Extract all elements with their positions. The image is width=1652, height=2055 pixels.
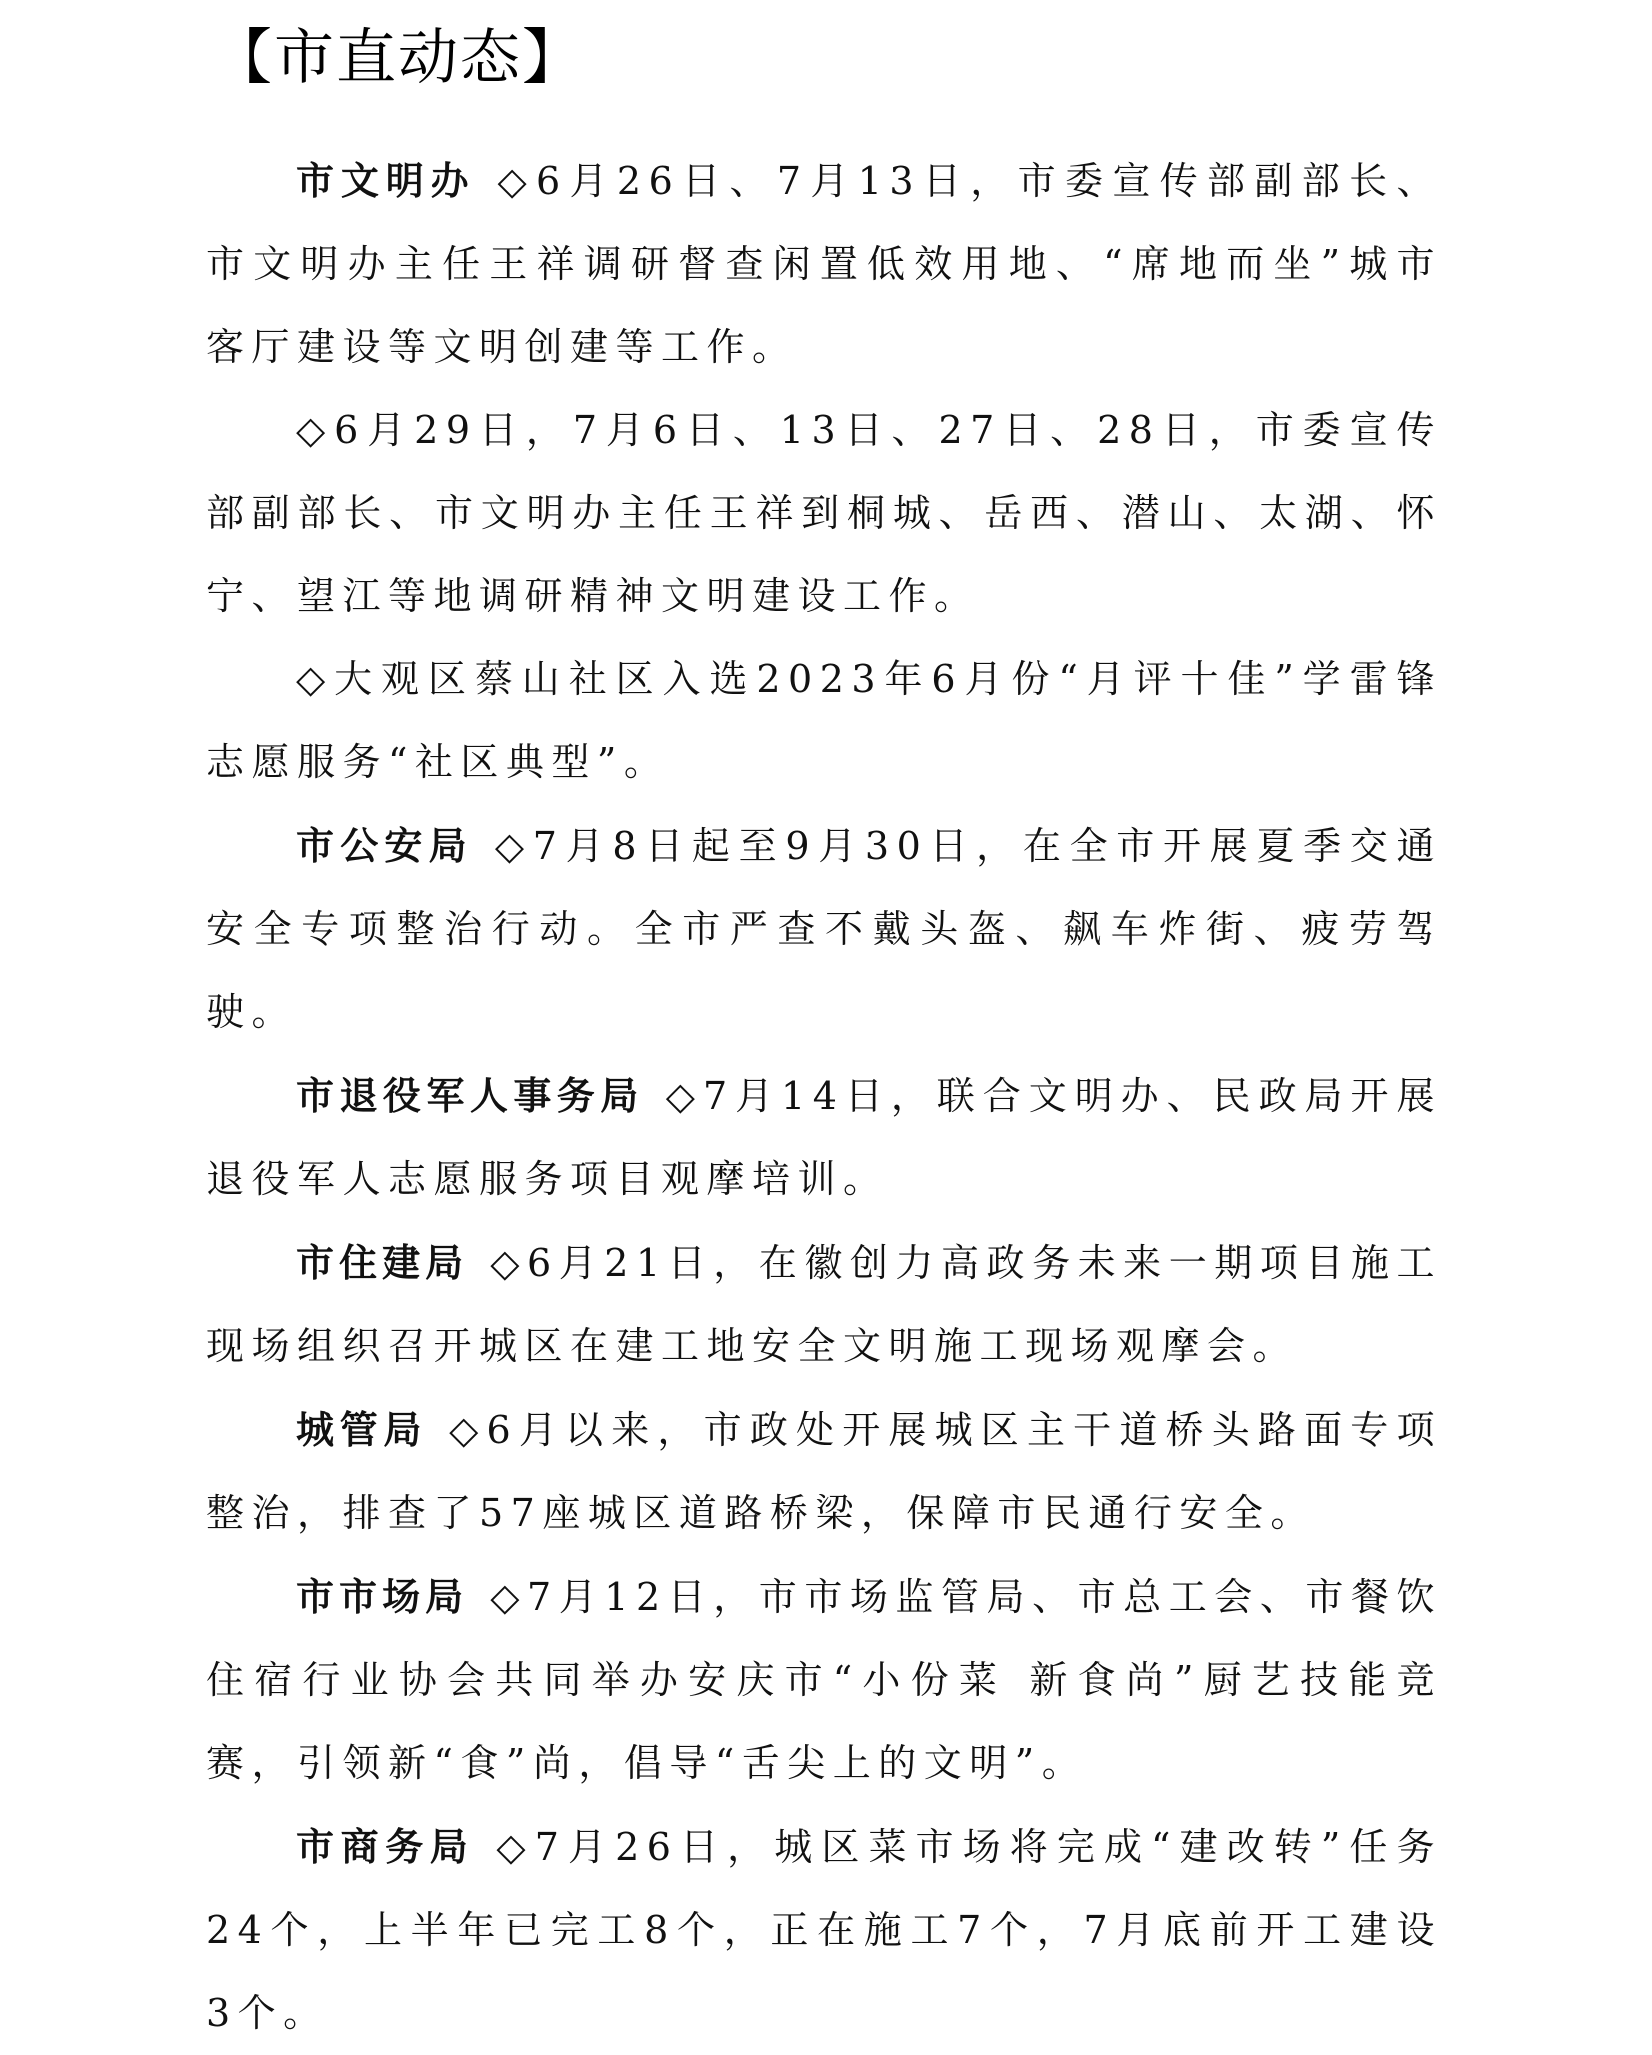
org-name: 市市场局 xyxy=(296,1574,469,1619)
org-name: 市文明办 xyxy=(296,158,476,203)
news-text: ◇6月以来，市政处开展城区主干道桥头路面专项整治，排查了57座城区道路桥梁，保障市民通行安全。 xyxy=(206,1408,1442,1535)
news-item xyxy=(206,1221,1442,1388)
news-text: ◇大观区蔡山社区入选2023年6月份“月评十佳”学雷锋志愿服务“社区典型”。 xyxy=(206,657,1442,784)
news-item xyxy=(206,1054,1442,1221)
section-title: 【市直动态】 xyxy=(212,23,584,93)
news-item xyxy=(206,1388,1442,1555)
news-item xyxy=(206,1805,1442,2055)
news-text: ◇7月14日，联合文明办、民政局开展退役军人志愿服务项目观摩培训。 xyxy=(206,1074,1442,1201)
org-name: 市商务局 xyxy=(296,1824,475,1869)
org-name: 市住建局 xyxy=(296,1240,469,1285)
news-text: ◇7月12日，市市场监管局、市总工会、市餐饮住宿行业协会共同举办安庆市“小份菜 新食尚”厨艺技能竞赛，引领新“食”尚，倡导“舌尖上的文明”。 xyxy=(206,1575,1442,1785)
news-text: ◇7月26日，城区菜市场将完成“建改转”任务24个，上半年已完工8个，正在施工7个，7月底前开工建设3个。 xyxy=(206,1825,1442,2035)
org-name: 城管局 xyxy=(296,1407,428,1452)
org-name: 市公安局 xyxy=(296,823,473,868)
news-text: ◇6月21日，在徽创力高政务未来一期项目施工现场组织召开城区在建工地安全文明施工现场观摩会。 xyxy=(206,1241,1442,1368)
news-item xyxy=(206,1555,1442,1805)
news-item xyxy=(206,389,1442,638)
news-text: ◇6月26日、7月13日，市委宣传部副部长、市文明办主任王祥调研督查闲置低效用地、“席地而坐”城市客厅建设等文明创建等工作。 xyxy=(206,159,1442,369)
news-item xyxy=(206,804,1442,1054)
news-body xyxy=(206,139,1442,2055)
news-item xyxy=(206,139,1442,389)
news-item xyxy=(206,638,1442,804)
news-text: ◇7月8日起至9月30日，在全市开展夏季交通安全专项整治行动。全市严查不戴头盔、飙车炸街、疲劳驾驶。 xyxy=(206,824,1442,1034)
news-text: ◇6月29日，7月6日、13日、27日、28日，市委宣传部副部长、市文明办主任王祥到桐城、岳西、潜山、太湖、怀宁、望江等地调研精神文明建设工作。 xyxy=(206,408,1442,618)
org-name: 市退役军人事务局 xyxy=(296,1073,644,1118)
